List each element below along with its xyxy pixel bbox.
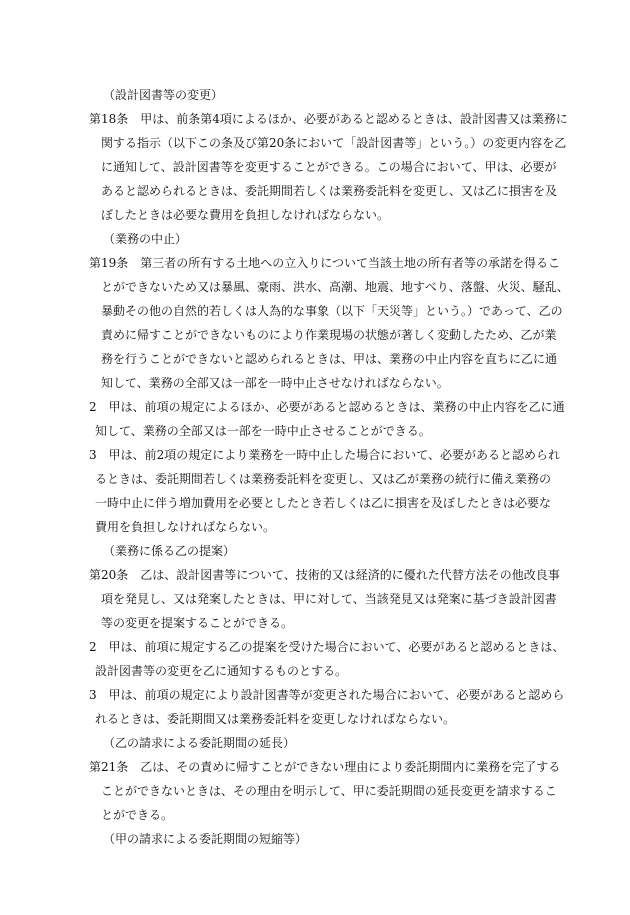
heading-design-change: （設計図書等の変更） bbox=[103, 88, 224, 102]
heading-contractor-proposal: （業務に係る乙の提案） bbox=[103, 544, 236, 558]
article-21-line: とができる。 bbox=[101, 808, 174, 822]
heading-period-shortening: （甲の請求による委託期間の短縮等） bbox=[103, 832, 308, 846]
article-18-line: ぼしたときは必要な費用を負担しなければならない。 bbox=[101, 208, 390, 222]
article-19-paragraph-3: 一時中止に伴う増加費用を必要としたとき若しくは乙に損害を及ぼしたときは必要な bbox=[95, 496, 552, 510]
article-19-line: 知して、業務の全部又は一部を一時中止させなければならない。 bbox=[101, 376, 449, 390]
article-19-line: とができないため又は暴風、豪雨、洪水、高潮、地震、地すべり、落盤、火災、騒乱、 bbox=[101, 280, 569, 294]
article-18-line: 第18条 甲は、前条第4項によるほか、必要があると認めるときは、設計図書又は業務に bbox=[89, 112, 568, 126]
article-19-paragraph-2: 2 甲は、前項の規定によるほか、必要があると認めるときは、業務の中止内容を乙に通 bbox=[89, 400, 565, 414]
article-21-line: 第21条 乙は、その責めに帰すことができない理由により委託期間内に業務を完了する bbox=[89, 760, 561, 774]
article-18-line: あると認められるときは、委託期間若しくは業務委託料を変更し、又は乙に損害を及 bbox=[101, 184, 558, 198]
article-19-line: 第19条 第三者の所有する土地への立入りについて当該土地の所有者等の承諾を得るこ bbox=[89, 256, 561, 270]
article-19-paragraph-3: 3 甲は、前2項の規定により業務を一時中止した場合において、必要があると認められ bbox=[89, 448, 561, 462]
article-20-paragraph-3: れるときは、委託期間又は業務委託料を変更しなければならない。 bbox=[95, 712, 456, 726]
article-20-paragraph-3: 3 甲は、前項の規定により設計図書等が変更された場合において、必要があると認めら bbox=[89, 688, 565, 702]
article-20-paragraph-2: 設計図書等の変更を乙に通知するものとする。 bbox=[95, 664, 348, 678]
article-20-paragraph-2: 2 甲は、前項に規定する乙の提案を受けた場合において、必要があると認めるときは、 bbox=[89, 640, 565, 654]
article-18-line: 関する指示（以下この条及び第20条において「設計図書等」という。）の変更内容を乙 bbox=[101, 136, 567, 150]
article-20-line: 項を発見し、又は発案したときは、甲に対して、当該発見又は発案に基づき設計図書 bbox=[101, 592, 557, 606]
article-19-paragraph-2: 知して、業務の全部又は一部を一時中止させることができる。 bbox=[95, 424, 431, 438]
article-20-line: 等の変更を提案することができる。 bbox=[101, 616, 294, 630]
heading-period-extension: （乙の請求による委託期間の延長） bbox=[103, 736, 296, 750]
article-19-line: 務を行うことができないと認められるときは、甲は、業務の中止内容を直ちに乙に通 bbox=[101, 352, 558, 366]
article-18-line: に通知して、設計図書等を変更することができる。この場合において、甲は、必要が bbox=[101, 160, 557, 174]
article-19-paragraph-3: るときは、委託期間若しくは業務委託料を変更し、又は乙が業務の続行に備え業務の bbox=[95, 472, 552, 486]
article-20-line: 第20条 乙は、設計図書等について、技術的又は経済的に優れた代替方法その他改良事 bbox=[89, 568, 560, 582]
article-19-line: 責めに帰すことができないものにより作業現場の状態が著しく変動したため、乙が業 bbox=[101, 328, 557, 342]
article-19-line: 暴動その他の自然的若しくは人為的な事象（以下「天災等」という。）であって、乙の bbox=[101, 304, 563, 318]
article-21-line: ことができないときは、その理由を明示して、甲に委託期間の延長変更を請求するこ bbox=[101, 784, 557, 798]
article-19-paragraph-3: 費用を負担しなければならない。 bbox=[95, 520, 276, 534]
heading-work-suspension: （業務の中止） bbox=[103, 232, 188, 246]
